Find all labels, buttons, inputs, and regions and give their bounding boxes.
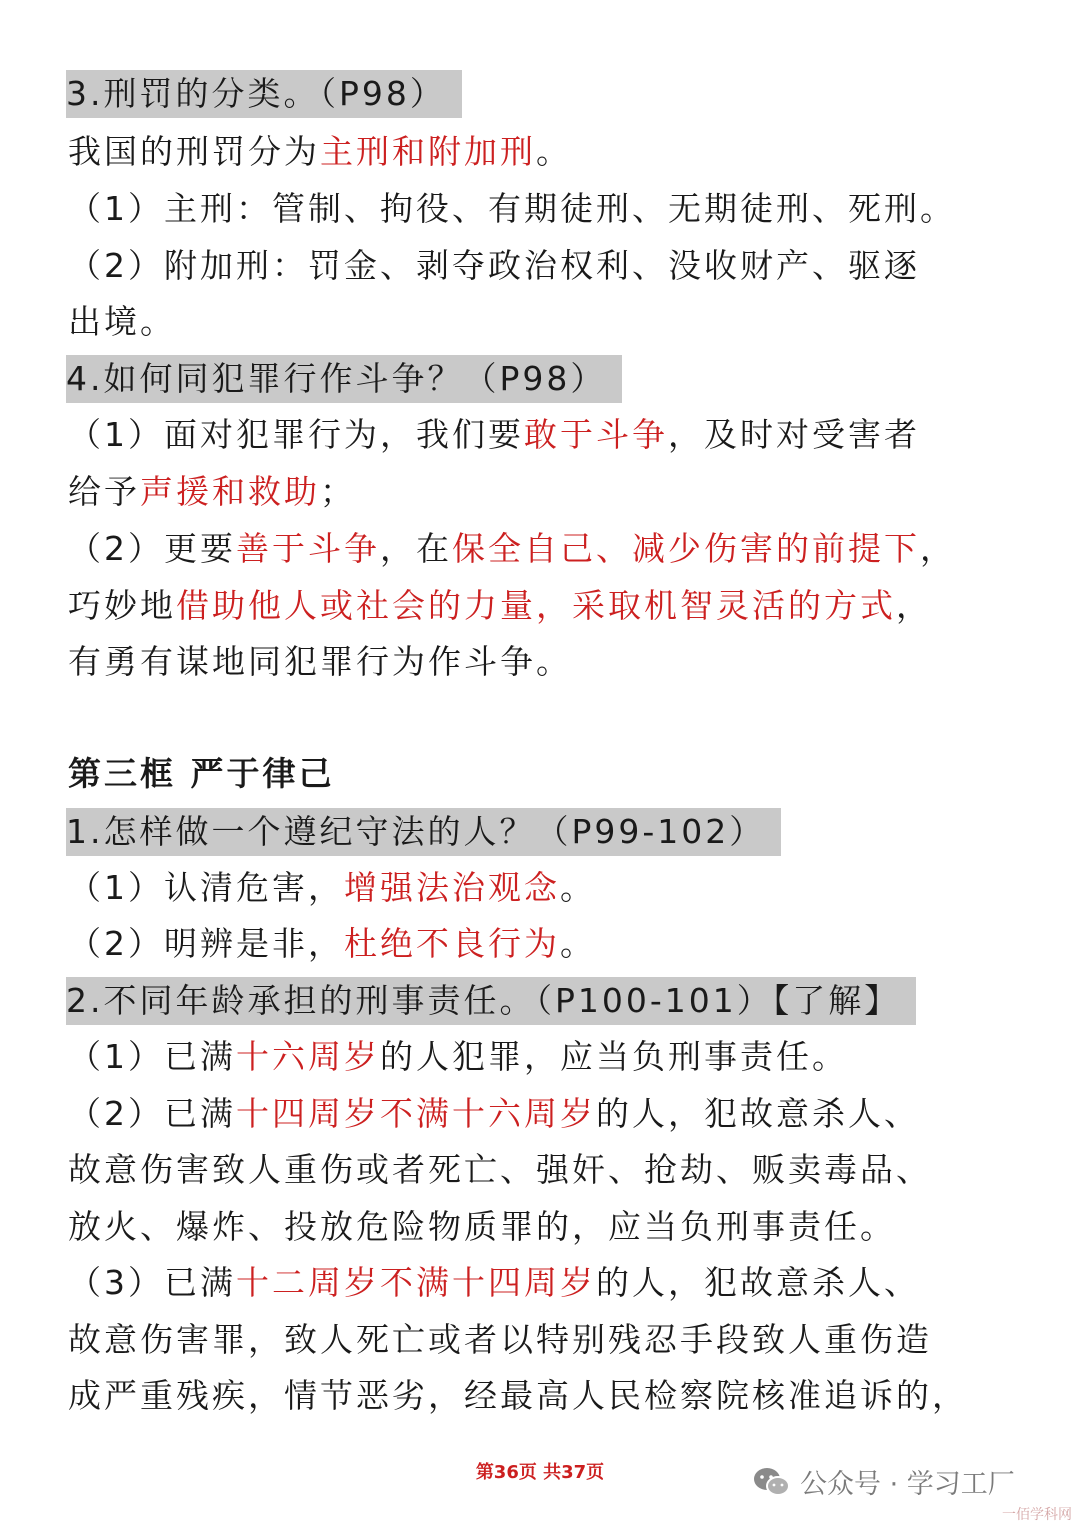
highlight-text: 十四周岁不满十六周岁 <box>236 1094 596 1133</box>
text-segment: 我国的刑罚分为 <box>68 132 320 171</box>
wechat-icon <box>752 1466 792 1498</box>
highlight-text: 增强法治观念 <box>344 868 560 907</box>
highlight-text: 借助他人或社会的力量，采取机智灵活的方式 <box>176 586 896 625</box>
heading-text: 4.如何同犯罪行作斗争？（P98） <box>66 359 607 398</box>
highlight-text: 敢于斗争 <box>524 415 668 454</box>
text-segment: ， <box>920 529 956 568</box>
text-segment: 故意伤害致人重伤或者死亡、强奸、抢劫、贩卖毒品、 <box>68 1150 932 1189</box>
heading-text: 3.刑罚的分类。（P98） <box>66 74 446 113</box>
text-segment: ； <box>320 472 356 511</box>
text-segment: （2）更要 <box>68 529 236 568</box>
paragraph-line <box>68 1146 932 1194</box>
list-item <box>68 242 920 290</box>
text-segment: ，在 <box>380 529 452 568</box>
list-item <box>68 1033 848 1081</box>
page-indicator: 第36页 共37页 <box>475 1462 605 1483</box>
list-item <box>68 1259 920 1307</box>
text-segment: ，及时对受害者 <box>668 415 920 454</box>
text-segment: 有勇有谋地同犯罪行为作斗争。 <box>68 642 572 681</box>
text-segment: 的人，犯故意杀人、 <box>596 1094 920 1133</box>
list-item <box>68 1090 920 1138</box>
text-segment: 。 <box>536 132 572 171</box>
paragraph-line <box>68 1316 932 1364</box>
list-item <box>68 920 596 968</box>
text-segment: 巧妙地 <box>68 586 176 625</box>
paragraph-line <box>68 128 572 176</box>
text-segment: 放火、爆炸、投放危险物质罪的，应当负刑事责任。 <box>68 1207 896 1246</box>
text-segment: 。 <box>560 868 596 907</box>
text-segment: 。 <box>560 924 596 963</box>
corner-watermark: 一佰学科网 <box>1002 1507 1072 1523</box>
paragraph-line <box>68 298 176 346</box>
paragraph-line <box>68 1372 968 1420</box>
text-segment: ， <box>896 586 932 625</box>
highlight-text: 声援和救助 <box>140 472 320 511</box>
paragraph-line <box>68 582 932 630</box>
highlight-text: 主刑和附加刑 <box>320 132 536 171</box>
heading-text: 2.不同年龄承担的刑事责任。（P100-101）【了解】 <box>66 981 901 1020</box>
text-segment: （2）附加刑：罚金、剥夺政治权利、没收财产、驱逐 <box>68 246 920 285</box>
paragraph-line <box>68 468 356 516</box>
paragraph-line <box>68 1203 896 1251</box>
list-item <box>68 185 956 233</box>
text-segment: 成严重残疾，情节恶劣，经最高人民检察院核准追诉的， <box>68 1376 968 1415</box>
watermark <box>752 1462 1015 1501</box>
highlight-text: 保全自己、减少伤害的前提下 <box>452 529 920 568</box>
text-segment: 的人犯罪，应当负刑事责任。 <box>380 1037 848 1076</box>
highlight-text: 十二周岁不满十四周岁 <box>236 1263 596 1302</box>
text-segment: （2）明辨是非， <box>68 924 344 963</box>
highlight-text: 十六周岁 <box>236 1037 380 1076</box>
paragraph-line <box>68 638 572 686</box>
text-segment: （3）已满 <box>68 1263 236 1302</box>
section-title <box>68 750 335 798</box>
text-segment: （2）已满 <box>68 1094 236 1133</box>
text-segment: （1）已满 <box>68 1037 236 1076</box>
text-segment: 的人，犯故意杀人、 <box>596 1263 920 1302</box>
heading-text: 1.怎样做一个遵纪守法的人？（P99-102） <box>66 812 766 851</box>
heading-law-abiding <box>66 808 781 856</box>
text-segment: 故意伤害罪，致人死亡或者以特别残忍手段致人重伤造 <box>68 1320 932 1359</box>
text-segment: （1）面对犯罪行为，我们要 <box>68 415 524 454</box>
text-segment: （1）主刑：管制、拘役、有期徒刑、无期徒刑、死刑。 <box>68 189 956 228</box>
heading-criminal-responsibility <box>66 977 916 1025</box>
section-title-text: 第三框 严于律己 <box>68 754 335 793</box>
list-item <box>68 864 596 912</box>
list-item <box>68 525 956 573</box>
text-segment: （1）认清危害， <box>68 868 344 907</box>
list-item <box>68 411 920 459</box>
heading-fight-crime <box>66 355 622 403</box>
highlight-text: 善于斗争 <box>236 529 380 568</box>
text-segment: 出境。 <box>68 302 176 341</box>
highlight-text: 杜绝不良行为 <box>344 924 560 963</box>
text-segment: 给予 <box>68 472 140 511</box>
heading-penalty-classification <box>66 70 462 118</box>
watermark-text: 公众号 · 学习工厂 <box>800 1469 1015 1500</box>
